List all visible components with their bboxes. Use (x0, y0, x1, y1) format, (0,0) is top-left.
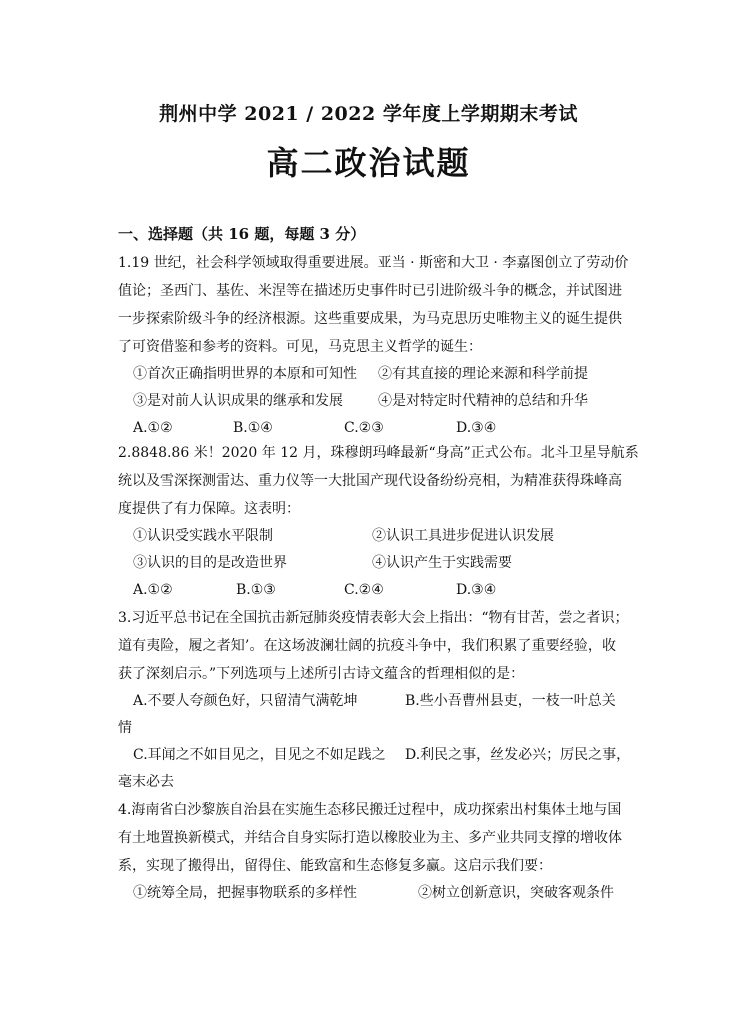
q3-option-b: B.些小吾曹州县吏，一枝一叶总关 (405, 693, 616, 709)
q2-line-1: 2.8848.86 米！2020 年 12 月，珠穆朗玛峰最新“身高”正式公布。北斗卫星导航系 (118, 445, 639, 461)
q2-option-d: D.③④ (456, 582, 497, 598)
q1-option-d: D.③④ (456, 420, 497, 436)
q1-option-a: A.①② (133, 420, 173, 436)
q1-line-2: 值论；圣西门、基佐、米涅等在描述历史事件时已引进阶级斗争的概念，并试图进 (118, 283, 622, 299)
q1-statement-1: ①首次正确指明世界的本原和可知性 (133, 366, 357, 382)
q4-statement-2: ②树立创新意识，突破客观条件 (418, 885, 614, 901)
q4-statement-1: ①统筹全局，把握事物联系的多样性 (133, 885, 357, 901)
q2-option-c: C.②④ (344, 582, 384, 598)
q2-statement-4: ④认识产生于实践需要 (372, 555, 512, 571)
exam-title: 荆州中学 2021 / 2022 学年度上学期期末考试 (159, 103, 578, 125)
q2-statement-3: ③认识的目的是改造世界 (133, 555, 287, 571)
q3-line-1: 3.习近平总书记在全国抗击新冠肺炎疫情表彰大会上指出：“物有甘苦，尝之者识； (118, 610, 629, 626)
q1-line-4: 了可资借鉴和参考的资料。可见，马克思主义哲学的诞生： (118, 339, 482, 355)
q1-line-1: 1.19 世纪，社会科学领域取得重要进展。亚当 · 斯密和大卫 · 李嘉图创立了劳动价 (118, 255, 629, 271)
q2-option-a: A.①② (133, 582, 173, 598)
q3-option-b-continued: 情 (118, 720, 132, 736)
q1-line-3: 一步探索阶级斗争的经济根源。这些重要成果，为马克思历史唯物主义的诞生提供 (118, 311, 622, 327)
q2-option-b: B.①③ (236, 582, 276, 598)
q3-line-3: 获了深刻启示。”下列选项与上述所引古诗文蕴含的哲理相似的是： (118, 666, 525, 682)
q1-statement-3: ③是对前人认识成果的继承和发展 (133, 393, 343, 409)
q3-line-2: 道有夷险，履之者知’。在这场波澜壮阔的抗疫斗争中，我们积累了重要经验，收 (118, 638, 616, 654)
q3-option-a: A.不要人夸颜色好，只留清气满乾坤 (133, 693, 358, 709)
q1-statement-2: ②有其直接的理论来源和科学前提 (378, 366, 588, 382)
q4-line-2: 有土地置换新模式，并结合自身实际打造以橡胶业为主、多产业共同支撑的增收体 (118, 830, 622, 846)
q1-statement-4: ④是对特定时代精神的总结和升华 (378, 393, 588, 409)
q2-statement-2: ②认识工具进步促进认识发展 (372, 528, 554, 544)
q3-option-c: C.耳闻之不如目见之，目见之不如足践之 (133, 747, 386, 763)
q3-option-d-continued: 毫末必去 (118, 774, 174, 790)
q1-option-b: B.①④ (233, 420, 273, 436)
q2-line-2: 统以及雪深探测雷达、重力仪等一大批国产现代设备纷纷亮相，为精准获得珠峰高 (118, 473, 622, 489)
section-heading: 一、选择题（共 16 题，每题 3 分） (118, 225, 366, 243)
q4-line-1: 4.海南省白沙黎族自治县在实施生态移民搬迁过程中，成功探索出村集体土地与国 (118, 802, 622, 818)
q3-option-d: D.利民之事，丝发必兴；厉民之事， (405, 747, 631, 763)
q2-statement-1: ①认识受实践水平限制 (133, 528, 273, 544)
q1-option-c: C.②③ (344, 420, 384, 436)
q4-line-3: 系，实现了搬得出，留得住、能致富和生态修复多赢。这启示我们要： (118, 858, 552, 874)
subject-title: 高二政治试题 (266, 144, 471, 182)
q2-line-3: 度提供了有力保障。这表明： (118, 501, 300, 517)
